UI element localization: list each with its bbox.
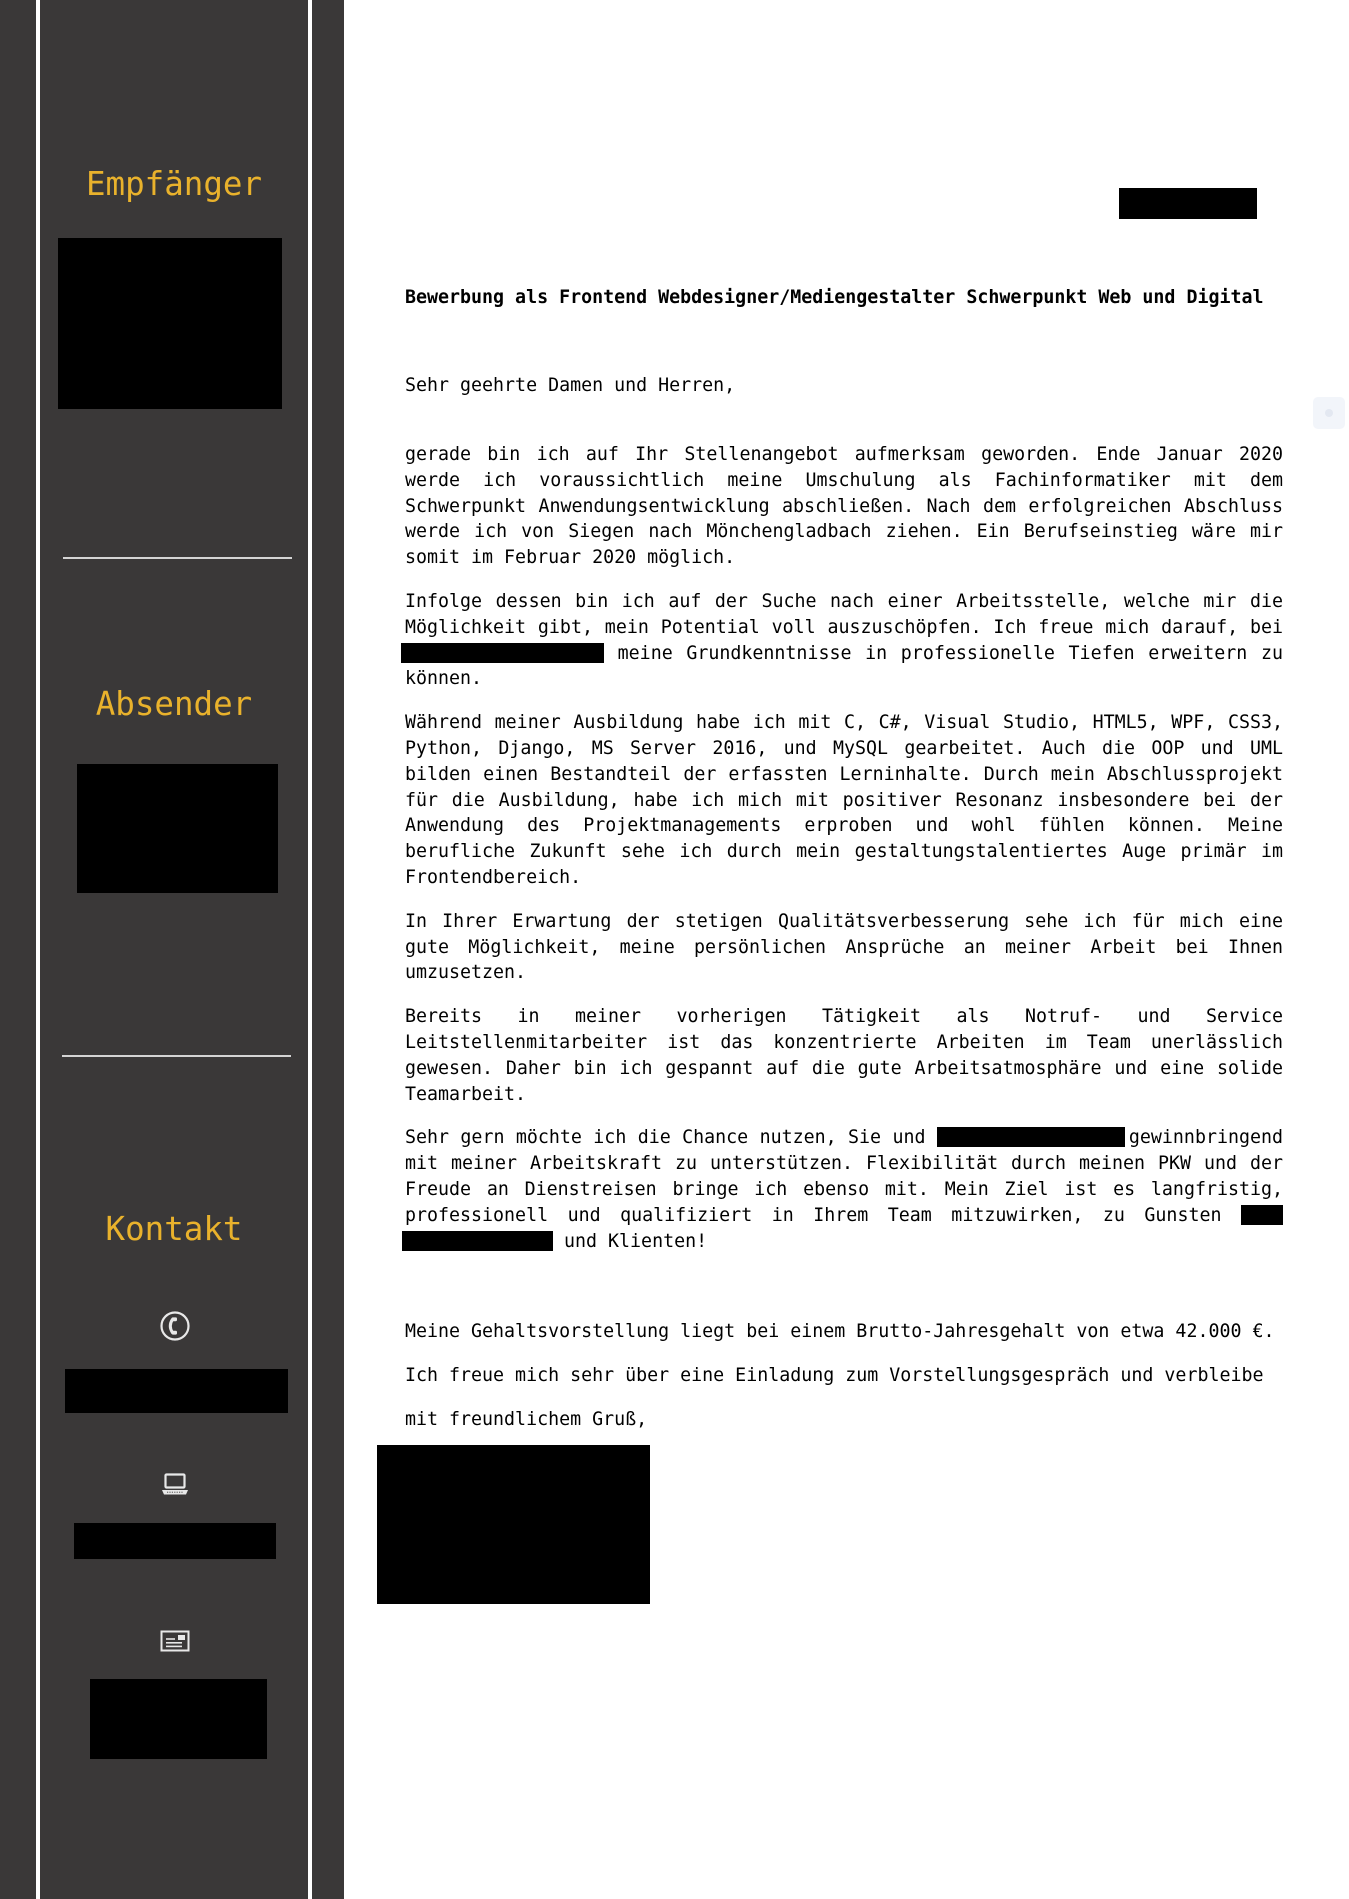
text-line: berufliche Zukunft sehe ich durch mein gestaltungstalentiertes Auge primär im [405,841,1283,863]
company-name-redacted [402,1231,553,1251]
sidebar-vertical-line-right [308,0,312,1899]
contact-heading: Kontakt [105,1210,243,1248]
website-redacted [74,1523,276,1559]
paragraph-expectations [405,909,1283,986]
letter-body [405,442,1283,1272]
text-line: können. [405,668,483,690]
sidebar-divider-1 [63,557,292,559]
paragraph-contribution [405,1125,1283,1254]
text-line-segment: professionell und qualifiziert in Ihrem Team mitzuwirken, zu Gunsten [405,1204,1222,1226]
salary-expectation [405,1319,1283,1345]
text-line-segment: gewinnbringend [1128,1127,1283,1149]
text-line: mit freundlichem Gruß, [405,1408,648,1430]
text-line-segment: und Klienten! [564,1230,708,1252]
sender-heading: Absender [95,685,253,723]
text-line: gute Möglichkeit, meine persönlichen Ansprüche an meiner Arbeit bei Ihnen [405,936,1283,958]
letter-closing-block [405,1319,1283,1450]
text-line: Möglichkeit gibt, mein Potential voll auszuschöpfen. Ich freue mich darauf, bei [405,616,1283,638]
text-line: Anwendung des Projektmanagements erproben und wohl fühlen können. Meine [405,815,1283,837]
text-line: bilden einen Bestandteil der erfassten Lerninhalte. Durch mein Abschlussprojekt [405,763,1283,785]
letter-salutation: Sehr geehrte Damen und Herren, [405,375,736,396]
text-line [405,1203,1283,1229]
text-line: Meine Gehaltsvorstellung liegt bei einem Brutto-Jahresgehalt von etwa 42.000 €. [405,1321,1275,1342]
text-line: gewesen. Daher bin ich gespannt auf die gute Arbeitsatmosphäre und eine solide [405,1057,1283,1079]
company-name-redacted [1241,1205,1283,1225]
floating-overlay-button[interactable] [1313,397,1345,429]
date-redacted [1119,188,1257,219]
text-line [405,1125,1283,1151]
paragraph-introduction [405,442,1283,571]
company-name-redacted [937,1127,1125,1147]
text-line: somit im Februar 2020 möglich. [405,547,736,569]
email-redacted [90,1679,267,1759]
text-line: Leitstellenmitarbeiter ist das konzentrierte Arbeiten im Team unerlässlich [405,1031,1283,1053]
text-line: Freude an Dienstreisen bringe ich ebenso mit. Mein Ziel ist es langfristig, [405,1178,1283,1200]
sidebar-vertical-line-left [36,0,40,1899]
text-line: gerade bin ich auf Ihr Stellenangebot aufmerksam geworden. Ende Januar 2020 [405,444,1283,465]
text-line [405,1229,1283,1255]
signature-redacted [377,1445,650,1604]
text-line: Bereits in meiner vorherigen Tätigkeit als Notruf- und Service [405,1006,1283,1028]
text-line: Teamarbeit. [405,1083,527,1105]
text-line-segment: Sehr gern möchte ich die Chance nutzen, Sie und [405,1127,926,1149]
text-line: In Ihrer Erwartung der stetigen Qualitätsverbesserung sehe ich für mich eine [405,910,1283,932]
text-line: Schwerpunkt Anwendungsentwicklung abschließen. Nach dem erfolgreichen Abschluss [405,495,1283,517]
text-line: für die Ausbildung, habe ich mich mit positiver Resonanz insbesondere bei der [405,789,1283,811]
regards [405,1407,1283,1433]
recipient-heading: Empfänger [85,165,263,203]
text-line: Python, Django, MS Server 2016, und MySQL gearbeitet. Auch die OOP und UML [405,737,1283,759]
text-line: Ich freue mich sehr über eine Einladung zum Vorstellungsgespräch und verbleibe [405,1364,1264,1386]
closing-sentence [405,1363,1283,1389]
sidebar [0,0,344,1899]
text-line-segment: meine Grundkenntnisse in professionelle Tiefen erweitern zu [617,642,1283,664]
text-line: mit meiner Arbeitskraft zu unterstützen. Flexibilität durch meinen PKW und der [405,1153,1283,1175]
letter-subject: Bewerbung als Frontend Webdesigner/Mediengestalter Schwerpunkt Web und Digital [405,287,1264,308]
text-line: Während meiner Ausbildung habe ich mit C, C#, Visual Studio, HTML5, WPF, CSS3, [405,712,1283,734]
text-line: umzusetzen. [405,962,527,984]
text-line: Infolge dessen bin ich auf der Suche nach einer Arbeitsstelle, welche mir die [405,590,1283,612]
laptop-icon [160,1471,190,1497]
sidebar-divider-2 [62,1055,291,1057]
overlay-dot-icon [1325,409,1333,417]
phone-number-redacted [65,1369,288,1413]
text-line: werde ich von Siegen nach Mönchengladbach ziehen. Ein Berufseinstieg wäre mir [405,521,1283,543]
text-line: Frontendbereich. [405,866,582,888]
text-line: werde ich voraussichtlich meine Umschulung als Fachinformatiker mit dem [405,469,1283,491]
paragraph-motivation [405,589,1283,692]
recipient-address-redacted [58,238,282,409]
contact-card-icon [159,1628,191,1654]
text-line [405,641,1283,667]
paragraph-experience [405,1004,1283,1107]
company-name-redacted [401,643,604,663]
phone-icon [159,1310,191,1342]
paragraph-qualifications [405,710,1283,891]
sender-address-redacted [77,764,278,893]
